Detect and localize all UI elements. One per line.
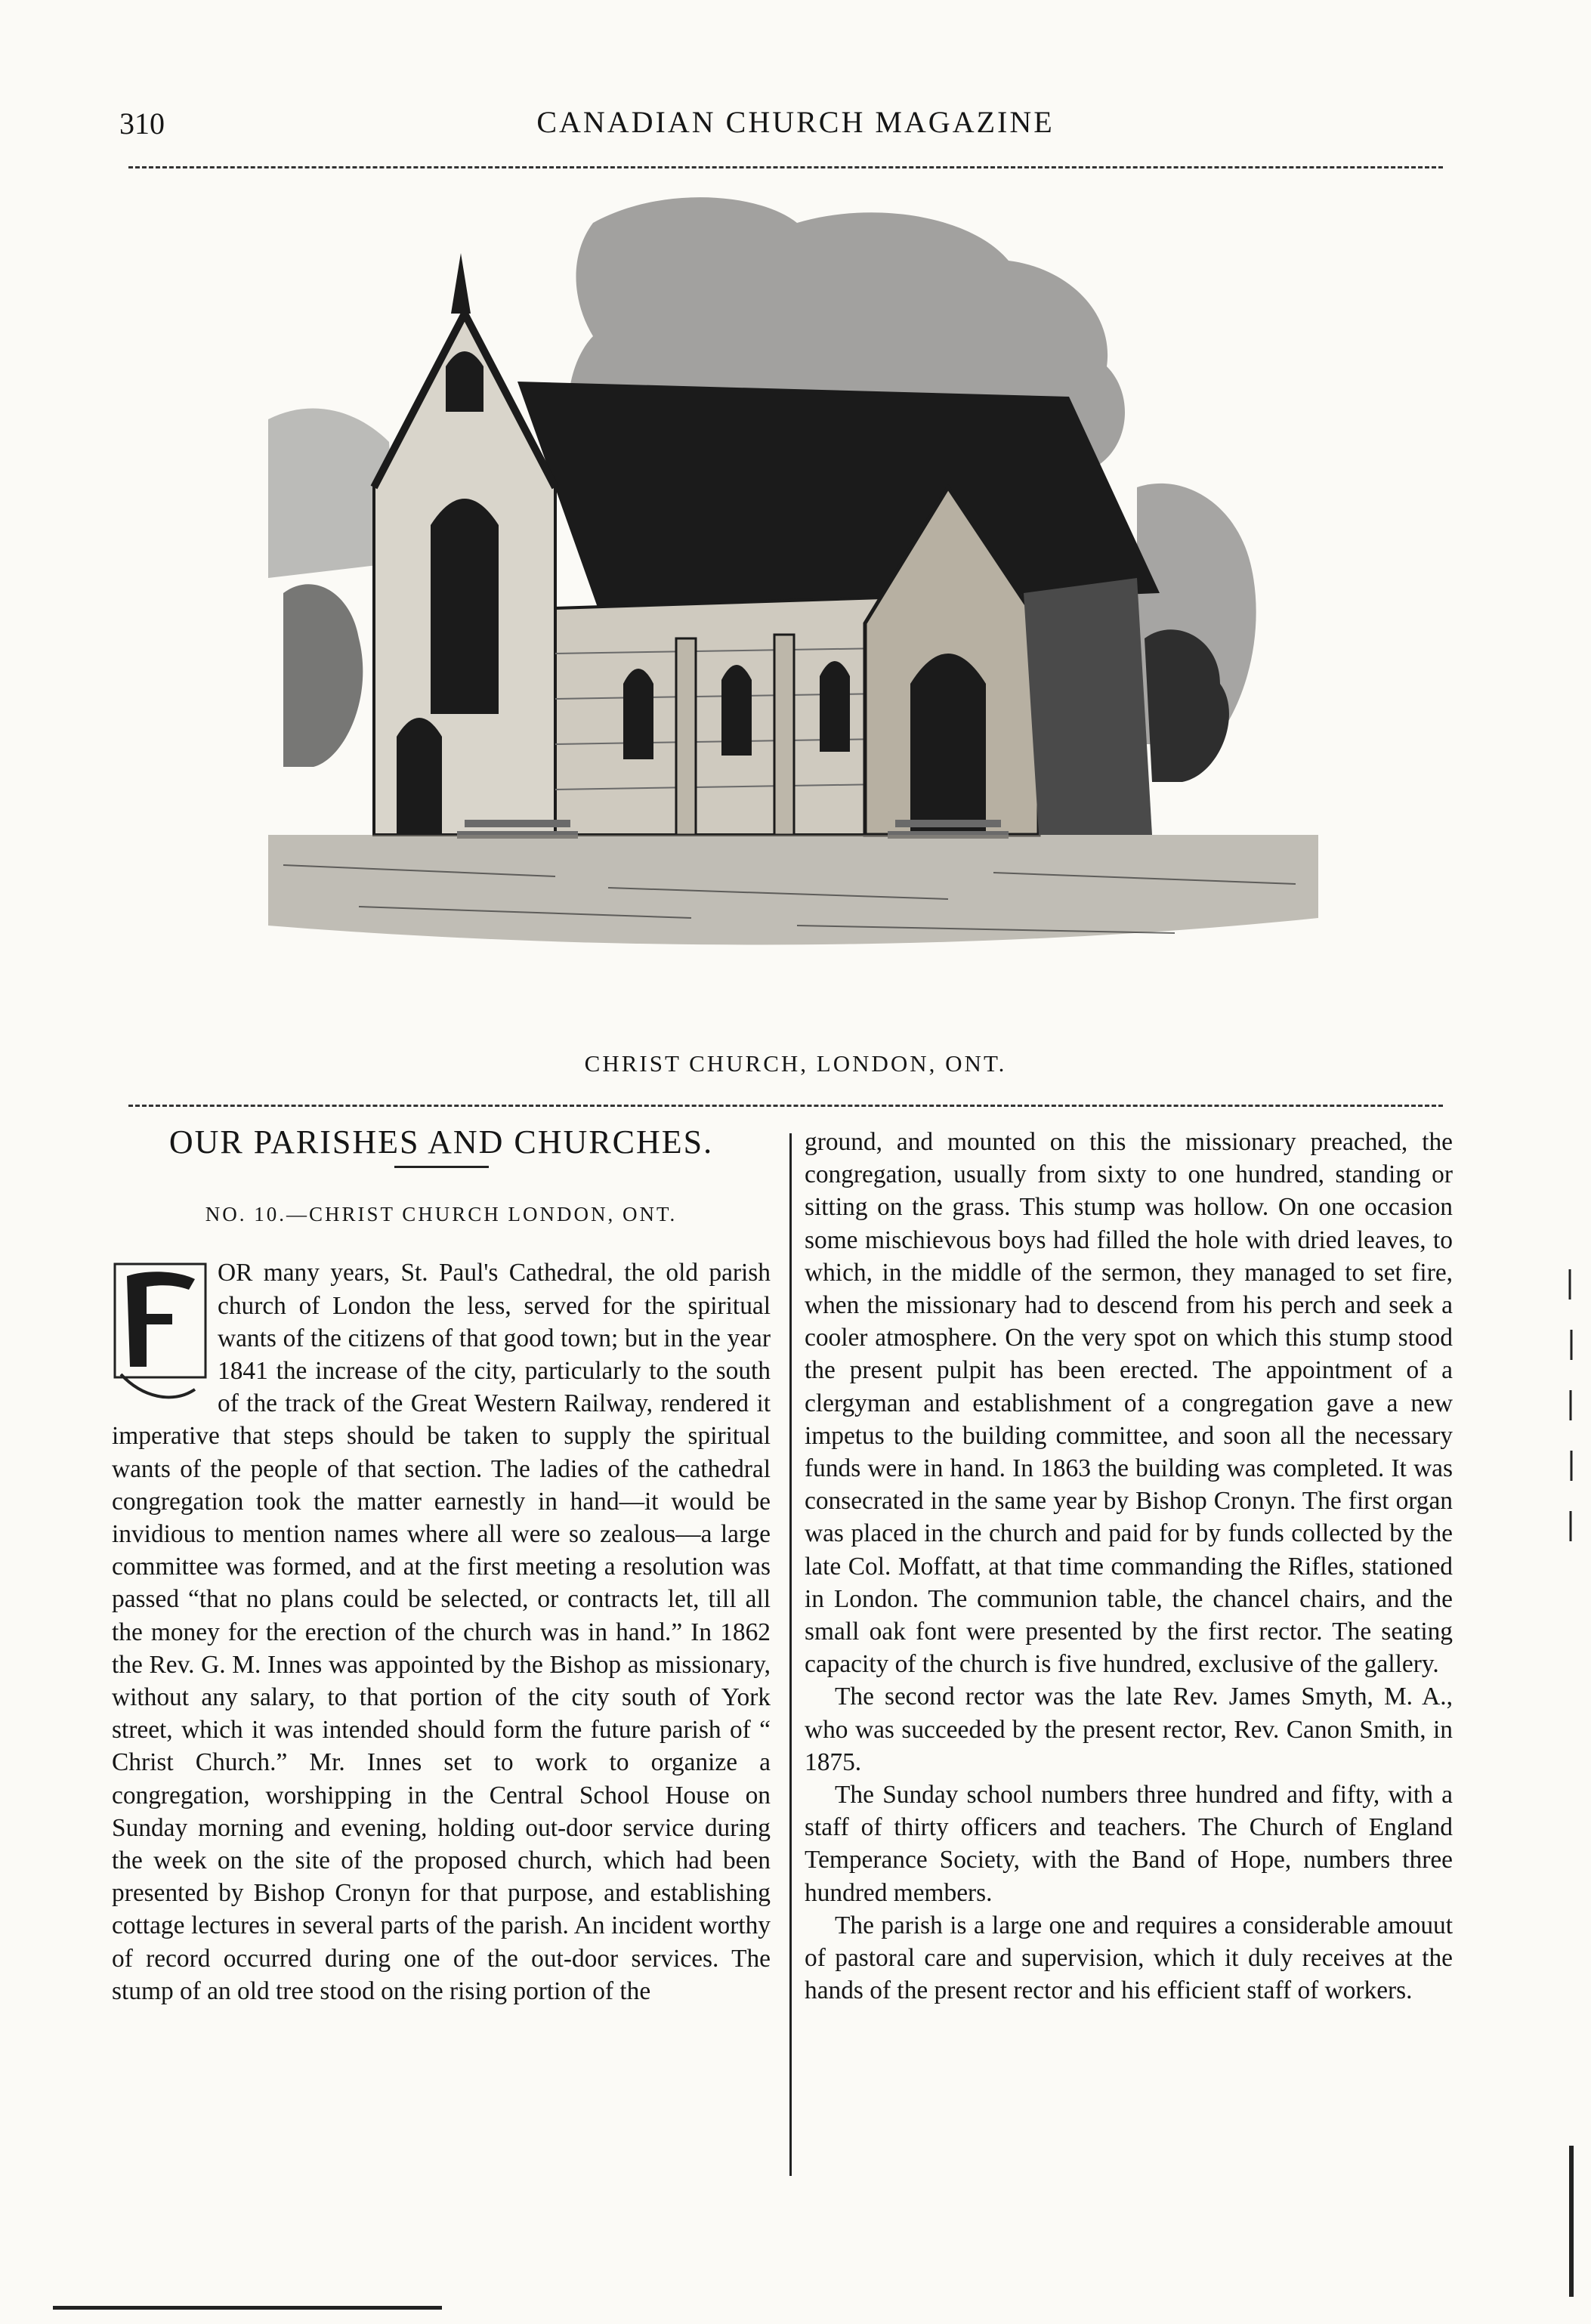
rector-paragraph: The second rector was the late Rev. James Smyth, M. A., who was succeeded by the present rector, Rev. Canon Smith, in 1875. xyxy=(805,1683,1453,1776)
church-engraving xyxy=(268,170,1318,1039)
running-title: CANADIAN CHURCH MAGAZINE xyxy=(536,105,1055,139)
opening-paragraph xyxy=(112,1256,771,2007)
sunday-school-paragraph: The Sunday school numbers three hundred and fifty, with a staff of thirty officers and teachers. The Church of England Temperance Society, with the Band of Hope, numbers three hundred members. xyxy=(805,1781,1453,1907)
closing-paragraph: The parish is a large one and requires a considerable amouut of pastoral care and supervision, which it duly receives at the hands of the present rector and his efficient staff of workers. xyxy=(805,1911,1453,2005)
header-rule xyxy=(128,166,1443,168)
article-title: OUR PARISHES AND CHURCHES. xyxy=(168,1123,714,1160)
page-number: 310 xyxy=(119,107,165,141)
title-rule xyxy=(394,1166,489,1168)
opening-paragraph-text: OR many years, St. Paul's Cathedral, the old parish church of London the less, served for the spiritual wants of the citizens of that good town; but in the year 1841 the increase of the city, particularly to the south of the track of the Great Western Railway, rendered it imperative that steps should be taken to supply the spiritual wants of the people of that section. The ladies of the cathedral congregation took the matter earnestly in hand—it would be invidious to mention names where all were so zealous—a large committee was formed, and at the first meeting a resolution was passed “that no plans could be selected, or contracts let, till all the money for the erection of the church was in hand.” In 1862 the Rev. G. M. Innes was appointed by the Bishop as missionary, without any salary, to that portion of the city south of York street, which it was intended should form the future parish of “ Christ Church.” Mr. Innes set to work to organize a congregation, worshipping in the Central School House on Sunday morning and evening, holding out-door service during the week on the site of the proposed church, which had been presented by Bishop Cronyn for that purpose, and establishing cottage lectures in several parts of the parish. An incident worthy of record occurred during one of the out-door services. The stump of an old tree stood on the rising portion of the xyxy=(112,1259,771,2005)
article-subtitle: NO. 10.—CHRIST CHURCH LONDON, ONT. xyxy=(205,1203,678,1226)
left-column xyxy=(112,1123,771,2007)
section-rule xyxy=(128,1105,1443,1107)
figure-caption: CHRIST CHURCH, LONDON, ONT. xyxy=(584,1050,1007,1077)
drop-cap-letter: F xyxy=(112,1261,113,1262)
drop-cap-initial xyxy=(112,1261,209,1412)
footer-rule xyxy=(53,2306,442,2310)
binding-edge-marks xyxy=(1564,1254,1579,2297)
column-divider xyxy=(789,1133,792,2176)
continued-paragraph: ground, and mounted on this the missionary preached, the congregation, usually from sixty to one hundred, standing or sitting on the grass. This stump was hollow. On one occasion some mischievous boys had filled the hole with dried leaves, to which, in the middle of the sermon, they managed to set fire, when the missionary had to descend from his perch and seek a cooler atmosphere. On the very spot on which this stump stood the present pulpit has been erected. The appointment of a clergyman and establishment of a congregation gave a new impetus to the building committee, and soon all the necessary funds were in hand. In 1863 the building was completed. It was consecrated in the same year by Bishop Cronyn. The first organ was placed in the church and paid for by funds collected by the late Col. Moffatt, at that time commanding the Rifles, stationed in London. The communion table, the chancel chairs, and the small oak font were presented by the first rector. The seating capacity of the church is five hundred, exclusive of the gallery. xyxy=(805,1128,1453,1679)
right-column xyxy=(805,1126,1453,2007)
